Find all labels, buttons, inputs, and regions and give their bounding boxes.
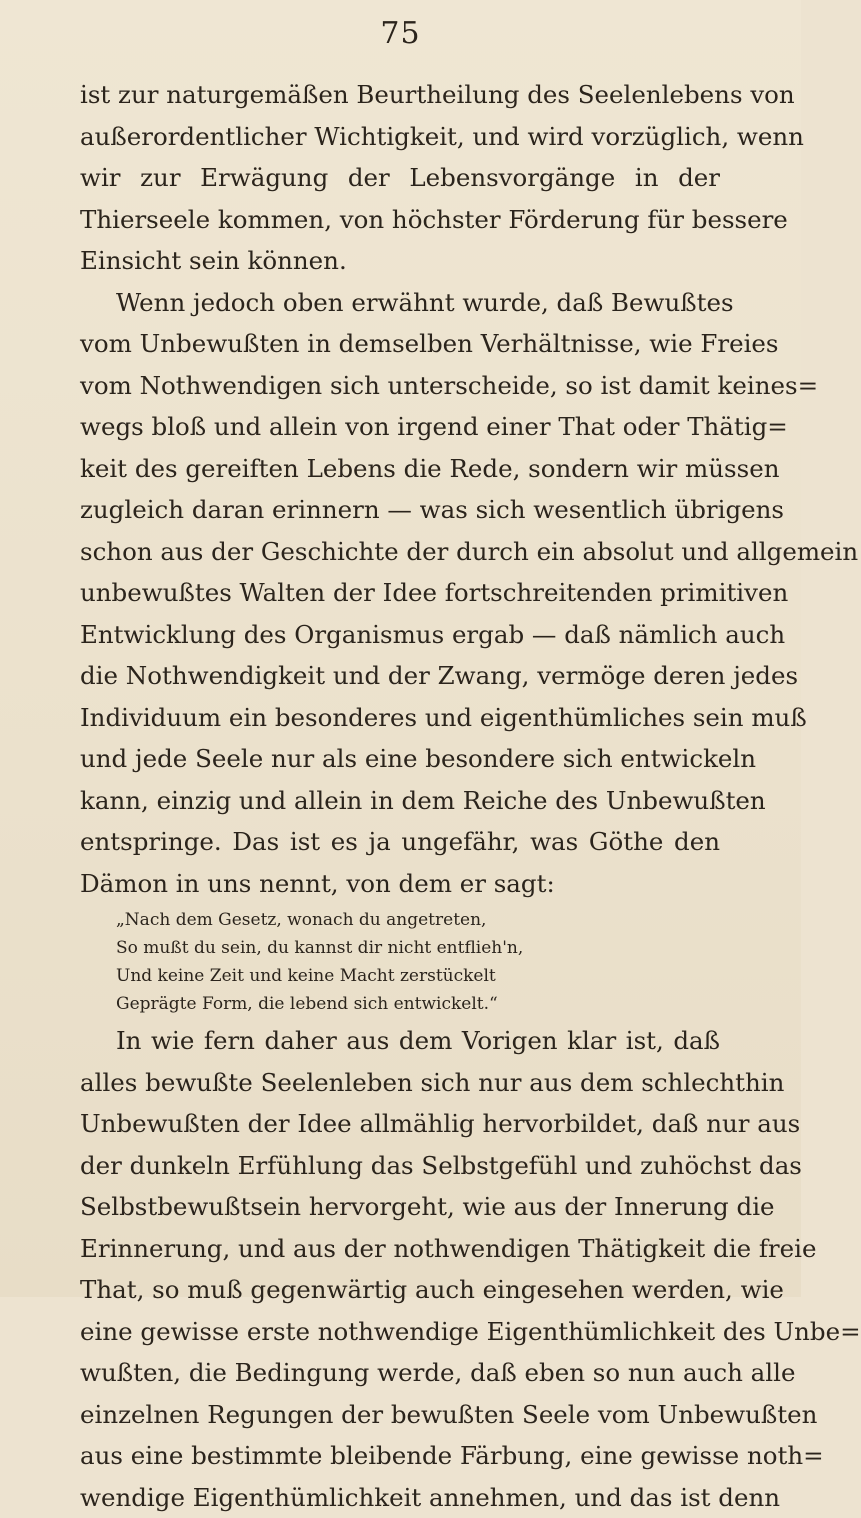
text-line: kann, einzig und allein in dem Reiche des Unbewußten (80, 780, 720, 822)
quote-line: Geprägte Form, die lebend sich entwickelt.“ (116, 990, 720, 1018)
text-line: Selbstbewußtsein hervorgeht, wie aus der Innerung die (80, 1186, 720, 1228)
text-line: eine gewisse erste nothwendige Eigenthümlichkeit des Unbe= (80, 1311, 720, 1353)
text-line: aus eine bestimmte bleibende Färbung, eine gewisse noth= (80, 1435, 720, 1477)
text-line: wendige Eigenthümlichkeit annehmen, und das ist denn (80, 1477, 720, 1518)
text-line: wußten, die Bedingung werde, daß eben so nun auch alle (80, 1352, 720, 1394)
text-line: wegs bloß und allein von irgend einer That oder Thätig= (80, 406, 720, 448)
text-line: Wenn jedoch oben erwähnt wurde, daß Bewußtes (80, 282, 720, 324)
text-line: einzelnen Regungen der bewußten Seele vom Unbewußten (80, 1394, 720, 1436)
text-line: außerordentlicher Wichtigkeit, und wird vorzüglich, wenn (80, 116, 720, 158)
body-text (80, 74, 720, 1518)
text-line: That, so muß gegenwärtig auch eingesehen werden, wie (80, 1269, 720, 1311)
text-line: vom Unbewußten in demselben Verhältnisse, wie Freies (80, 323, 720, 365)
text-line: schon aus der Geschichte der durch ein absolut und allgemein (80, 531, 720, 573)
quote-line: „Nach dem Gesetz, wonach du angetreten, (116, 906, 720, 934)
quote-line: So mußt du sein, du kannst dir nicht entflieh'n, (116, 934, 720, 962)
text-line: und jede Seele nur als eine besondere sich entwickeln (80, 738, 720, 780)
text-line: In wie fern daher aus dem Vorigen klar ist, daß (80, 1020, 720, 1062)
text-line: zugleich daran erinnern — was sich wesentlich übrigens (80, 489, 720, 531)
text-line: der dunkeln Erfühlung das Selbstgefühl und zuhöchst das (80, 1145, 720, 1187)
text-line: keit des gereiften Lebens die Rede, sondern wir müssen (80, 448, 720, 490)
text-line: die Nothwendigkeit und der Zwang, vermöge deren jedes (80, 655, 720, 697)
text-line: Individuum ein besonderes und eigenthümliches sein muß (80, 697, 720, 739)
text-line: Unbewußten der Idee allmählig hervorbildet, daß nur aus (80, 1103, 720, 1145)
text-line: Erinnerung, und aus der nothwendigen Thätigkeit die freie (80, 1228, 720, 1270)
text-line: alles bewußte Seelenleben sich nur aus dem schlechthin (80, 1062, 720, 1104)
text-line: vom Nothwendigen sich unterscheide, so ist damit keines= (80, 365, 720, 407)
text-line: unbewußtes Walten der Idee fortschreitenden primitiven (80, 572, 720, 614)
text-line: Entwicklung des Organismus ergab — daß nämlich auch (80, 614, 720, 656)
text-line: Dämon in uns nennt, von dem er sagt: (80, 863, 720, 905)
text-line: ist zur naturgemäßen Beurtheilung des Seelenlebens von (80, 74, 720, 116)
text-line: Einsicht sein können. (80, 240, 720, 282)
text-line: Thierseele kommen, von höchster Förderung für bessere (80, 199, 720, 241)
quote-line: Und keine Zeit und keine Macht zerstückelt (116, 962, 720, 990)
text-line: entspringe. Das ist es ja ungefähr, was Göthe den (80, 821, 720, 863)
text-line: wir zur Erwägung der Lebensvorgänge in der (80, 157, 720, 199)
goethe-quote (116, 906, 720, 1018)
page-number: 75 (0, 16, 801, 51)
